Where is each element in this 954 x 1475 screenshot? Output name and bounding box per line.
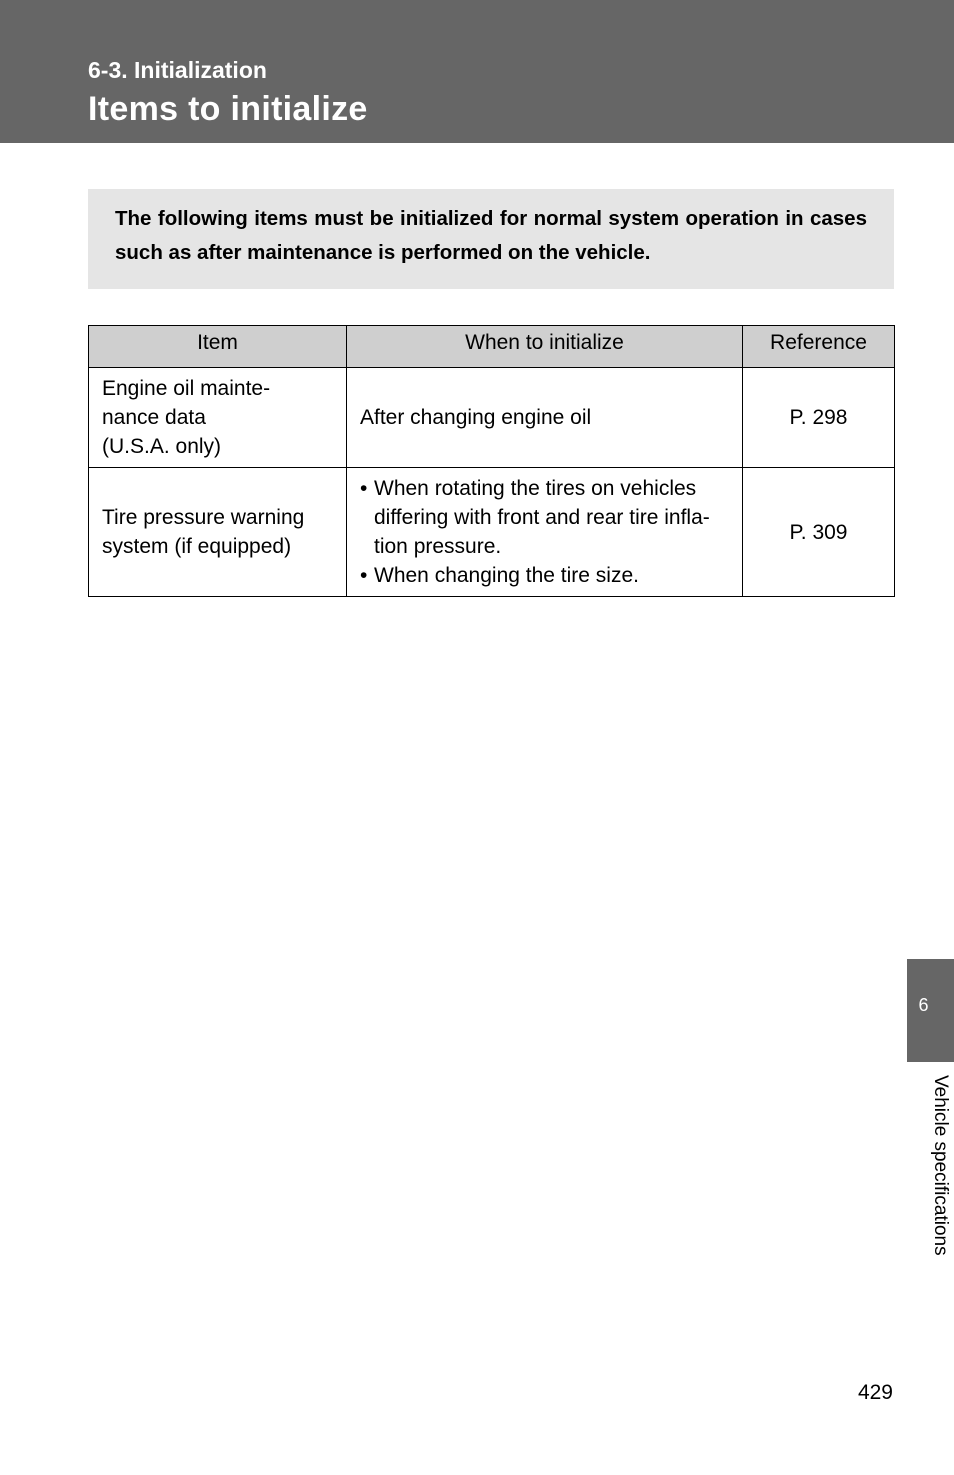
initialization-table (88, 325, 895, 597)
item-line: nance data (102, 406, 206, 429)
bullet-item: • When rotating the tires on vehicles differing with front and rear tire infla-tion pressure. (360, 474, 740, 561)
when-cell (347, 468, 743, 597)
when-bullet-list (360, 474, 740, 590)
page-number: 429 (857, 1381, 893, 1404)
column-header-when: When to initialize (347, 326, 743, 368)
when-cell: After changing engine oil (347, 368, 743, 468)
table-header-row (89, 326, 895, 368)
section-label: 6-3. Initialization (88, 57, 267, 83)
item-line: system (if equipped) (102, 535, 292, 558)
table-row (89, 468, 895, 597)
item-cell (89, 468, 347, 597)
column-header-item: Item (89, 326, 347, 368)
reference-cell: P. 309 (743, 468, 895, 597)
reference-cell: P. 298 (743, 368, 895, 468)
table-row (89, 368, 895, 468)
intro-text: The following items must be initialized for normal system operation in cases such as after maintenance is performed on the vehicle. (115, 207, 867, 264)
item-line: Engine oil mainte- (102, 377, 271, 400)
chapter-number: 6 (918, 995, 929, 1015)
page-title: Items to initialize (88, 90, 368, 128)
bullet-item: • When changing the tire size. (360, 561, 740, 590)
item-cell (89, 368, 347, 468)
chapter-caption: Vehicle specifications (930, 1075, 951, 1256)
chapter-tab (907, 959, 954, 1062)
intro-box (88, 189, 894, 289)
item-line: (U.S.A. only) (102, 435, 222, 458)
item-line: Tire pressure warning (102, 506, 305, 529)
column-header-reference: Reference (743, 326, 895, 368)
